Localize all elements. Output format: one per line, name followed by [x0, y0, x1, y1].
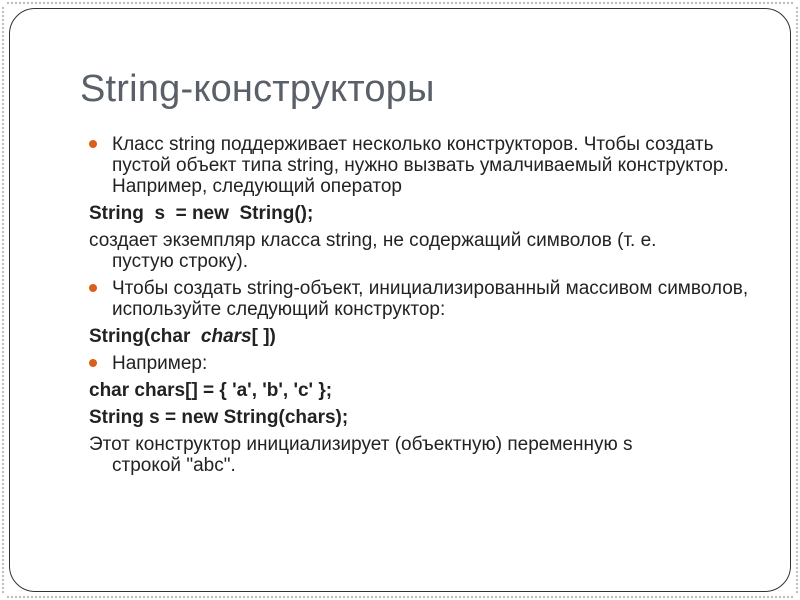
dotted-border-bottom [6, 595, 794, 599]
paragraph-2-line-2: строкой "abc". [112, 455, 236, 476]
code-line-3: char chars[] = { 'a', 'b', 'c' }; [89, 380, 333, 401]
code-line-2-post: [ ]) [251, 326, 276, 347]
bullet-dot-icon [89, 140, 97, 148]
paragraph-1-line-2: пустую строку). [112, 251, 248, 272]
paragraph-2 [80, 434, 770, 476]
code-line-4: String s = new String(chars); [89, 407, 349, 428]
bullet-text-3: Например: [112, 353, 208, 374]
paragraph-2-line-1: Этот конструктор инициализирует (объектную) переменную s [89, 434, 633, 455]
paragraph-1-line-1: создает экземпляр класса string, не содержащий символов (т. е. [89, 230, 657, 251]
dotted-border-right [795, 6, 799, 594]
bullet-text-1: Класс string поддерживает несколько конструкторов. Чтобы создать пустой объект типа string, нужно вызвать умалчиваемый конструктор. Например, следующий оператор [112, 134, 729, 197]
dotted-border-left [1, 6, 5, 594]
dotted-border-top [6, 1, 794, 5]
bullet-text-2: Чтобы создать string-объект, инициализированный массивом символов, используйте следующий конструктор: [112, 278, 749, 320]
bullet-item-3 [80, 353, 770, 374]
code-line-2-italic: chars [200, 326, 252, 347]
code-line-2-pre: String(char [89, 326, 201, 347]
slide-content [80, 134, 770, 482]
slide-title: String-конструкторы [80, 68, 435, 110]
bullet-item-2 [80, 278, 770, 320]
bullet-item-1 [80, 134, 770, 197]
bullet-dot-icon [89, 359, 97, 367]
code-line-2 [80, 326, 770, 347]
bullet-dot-icon [89, 284, 97, 292]
paragraph-1 [80, 230, 770, 272]
code-line-1: String s = new String(); [89, 203, 314, 224]
